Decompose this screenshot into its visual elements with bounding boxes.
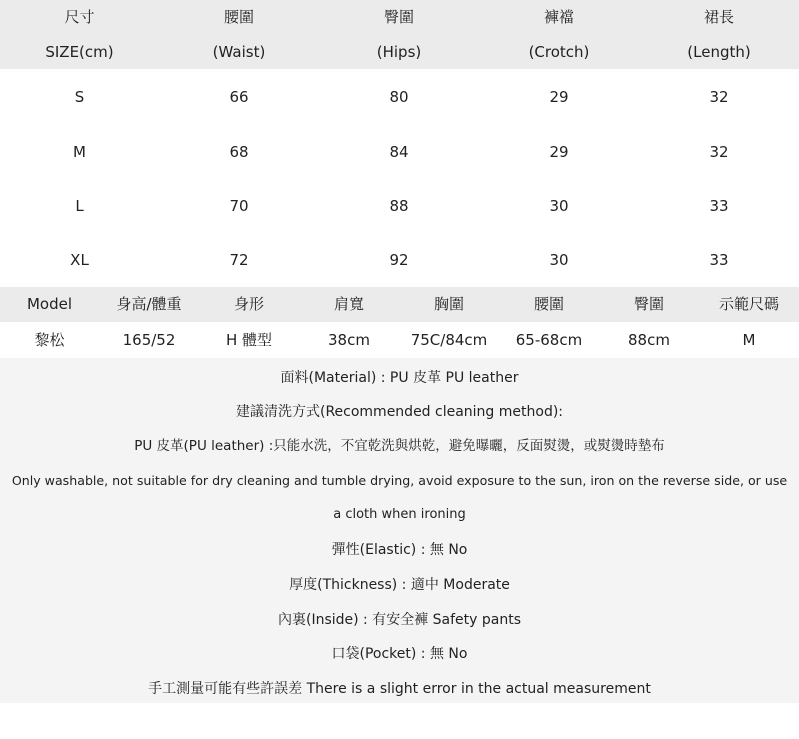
crotch-value: 30 [549,197,569,215]
header-size-en: SIZE(cm) [45,43,114,61]
length-value: 33 [709,251,729,269]
size-row-l [0,191,799,221]
cleaning-instructions-en: Only washable, not suitable for dry cleaning and tumble drying, avoid exposure to the sun, iron on the reverse side, or use [11,473,788,488]
header-size-zh: 尺寸 [64,8,95,26]
size-header-row-zh [0,0,799,34]
header-crotch-en: (Crotch) [528,43,590,61]
size-row-xl [0,245,799,275]
hips-value: 88 [389,197,409,215]
header-body-shape: 身形 [233,295,264,313]
header-length-en: (Length) [687,43,751,61]
thickness-line: 厚度(Thickness) : 適中 Moderate [289,577,510,593]
crotch-value: 30 [549,251,569,269]
header-length-zh: 裙長 [703,8,734,26]
size-table-header [0,0,799,69]
header-model: Model [26,295,73,313]
model-bust: 75C/84cm [410,331,488,349]
model-name: 黎松 [34,331,65,349]
header-waist: 腰圍 [533,295,564,313]
header-height-weight: 身高/體重 [116,295,182,313]
size-header-row-en [0,35,799,69]
model-shoulder: 38cm [328,331,370,349]
model-table-header [0,287,799,322]
size-label: M [73,143,86,161]
model-row [0,322,799,358]
size-table-body [0,69,799,287]
size-label: XL [70,251,89,269]
header-hips-zh: 臀圍 [383,8,414,26]
header-waist-zh: 腰圍 [223,8,254,26]
model-hips: 88cm [628,331,670,349]
header-hips-en: (Hips) [376,43,422,61]
size-row-s [0,82,799,112]
model-sample-size: M [742,331,756,349]
header-shoulder: 肩寬 [333,295,364,313]
header-crotch-zh: 褲襠 [543,8,574,26]
cleaning-instructions-zh: PU 皮革(PU leather) :只能水洗，不宜乾洗與烘乾，避免曝曬，反面熨燙，或熨燙時墊布 [134,438,665,454]
length-value: 32 [709,88,729,106]
length-value: 32 [709,143,729,161]
crotch-value: 29 [549,88,569,106]
size-label: L [75,197,84,215]
waist-value: 70 [229,197,249,215]
pocket-line: 口袋(Pocket) : 無 No [331,646,468,662]
elastic-line: 彈性(Elastic) : 無 No [331,542,468,558]
hips-value: 92 [389,251,409,269]
header-hips: 臀圍 [633,295,664,313]
model-waist: 65-68cm [515,331,583,349]
header-bust: 胸圍 [433,295,464,313]
crotch-value: 29 [549,143,569,161]
waist-value: 68 [229,143,249,161]
model-height-weight: 165/52 [122,331,176,349]
hips-value: 84 [389,143,409,161]
length-value: 33 [709,197,729,215]
model-body-shape: H 體型 [225,331,273,349]
size-row-m [0,137,799,167]
inside-line: 內裏(Inside) : 有安全褲 Safety pants [277,612,522,628]
hips-value: 80 [389,88,409,106]
size-label: S [74,88,85,106]
care-info [0,358,799,703]
header-waist-en: (Waist) [212,43,266,61]
material-line: 面料(Material) : PU 皮革 PU leather [280,370,519,386]
waist-value: 66 [229,88,249,106]
cleaning-instructions-en-cont: a cloth when ironing [333,507,466,522]
header-sample-size: 示範尺碼 [718,295,779,313]
waist-value: 72 [229,251,249,269]
cleaning-method-heading: 建議清洗方式(Recommended cleaning method): [235,404,564,420]
measurement-note: 手工測量可能有些許誤差 There is a slight error in the actual measurement [148,681,651,697]
